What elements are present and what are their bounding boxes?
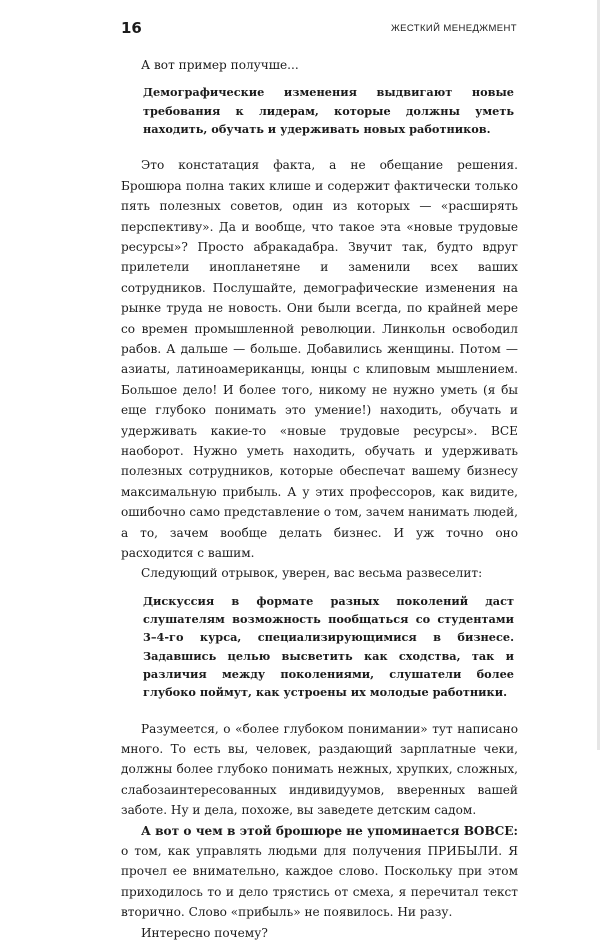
spacer xyxy=(121,75,518,83)
paragraph-3-text: о том, как управлять людьми для получения ПРИБЫЛИ. Я прочел ее внимательно, каждое слово. Поскольку при этом приходилось то и дело трястись от смеха, я перечитал текст вторично. Слово «прибыль» не появилось. Ни разу. xyxy=(121,844,518,920)
running-title: ЖЕСТКИЙ МЕНЕДЖМЕНТ xyxy=(390,23,517,34)
page-body xyxy=(121,55,518,943)
block-quote-2: Дискуссия в формате разных поколений даст слушателям возможность пообщаться со студентами 3–4-го курса, специализирующимися в бизнесе. Задавшись целью высветить как сходства, так и различия между поколениями, слушатели более глубоко поймут, как устроены их молодые работники. xyxy=(143,593,514,700)
block-quote-1: Демографические изменения выдвигают новые требования к лидерам, которые должны уметь находить, обучать и удерживать новых работников. xyxy=(143,85,514,136)
paragraph-3-lead: А вот о чем в этой брошюре не упоминается ВОВСЕ: xyxy=(141,823,518,838)
closing-line: Интересно почему? xyxy=(141,925,268,940)
spacer xyxy=(121,584,518,592)
paragraph-3 xyxy=(121,821,518,923)
paragraph-1: Это констатация факта, а не обещание решения. Брошюра полна таких клише и содержит фактически только пять полезных советов, один из которых — «расширять перспективу». Да и вообще, что такое эта «новые трудовые ресурсы»? Просто абракадабра. Звучит так, будто вдруг прилетели инопланетяне и заменили всех ваших сотрудников. Послушайте, демографические изменения на рынке труда не новость. Они были всегда, по крайней мере со времен промышленной революции. Линкольн освободил рабов. А дальше — больше. Добавились женщины. Потом — азиаты, латиноамериканцы, юнцы с клиповым мышлением. Большое дело! И более того, никому не нужно уметь (я бы еще глубоко понимать это умение!) находить, обучать и удерживать какие-то «новые трудовые ресурсы». ВСЕ наоборот. Нужно уметь находить, обучать и удерживать полезных сотрудников, которые обеспечат вашему бизнесу максимальную прибыль. А у этих профессоров, как видите, ошибочно само представление о том, зачем нанимать людей, а то, зачем вообще делать бизнес. И уж точно оно расходится с вашим. xyxy=(121,158,518,561)
page-header xyxy=(121,18,517,42)
paragraph-2: Разумеется, о «более глубоком понимании» тут написано много. То есть вы, человек, раздающий зарплатные чеки, должны более глубоко понимать нежных, хрупких, сложных, слабозаинтересованных индивидуумов, вверенных вашей заботе. Ну и дела, похоже, вы заведете детским садом. xyxy=(121,721,518,818)
transition-line: Следующий отрывок, уверен, вас весьма развеселит: xyxy=(141,566,483,581)
spacer xyxy=(121,138,518,155)
intro-line: А вот пример получше... xyxy=(141,58,299,72)
page-number: 16 xyxy=(121,19,142,37)
spacer xyxy=(121,702,518,719)
